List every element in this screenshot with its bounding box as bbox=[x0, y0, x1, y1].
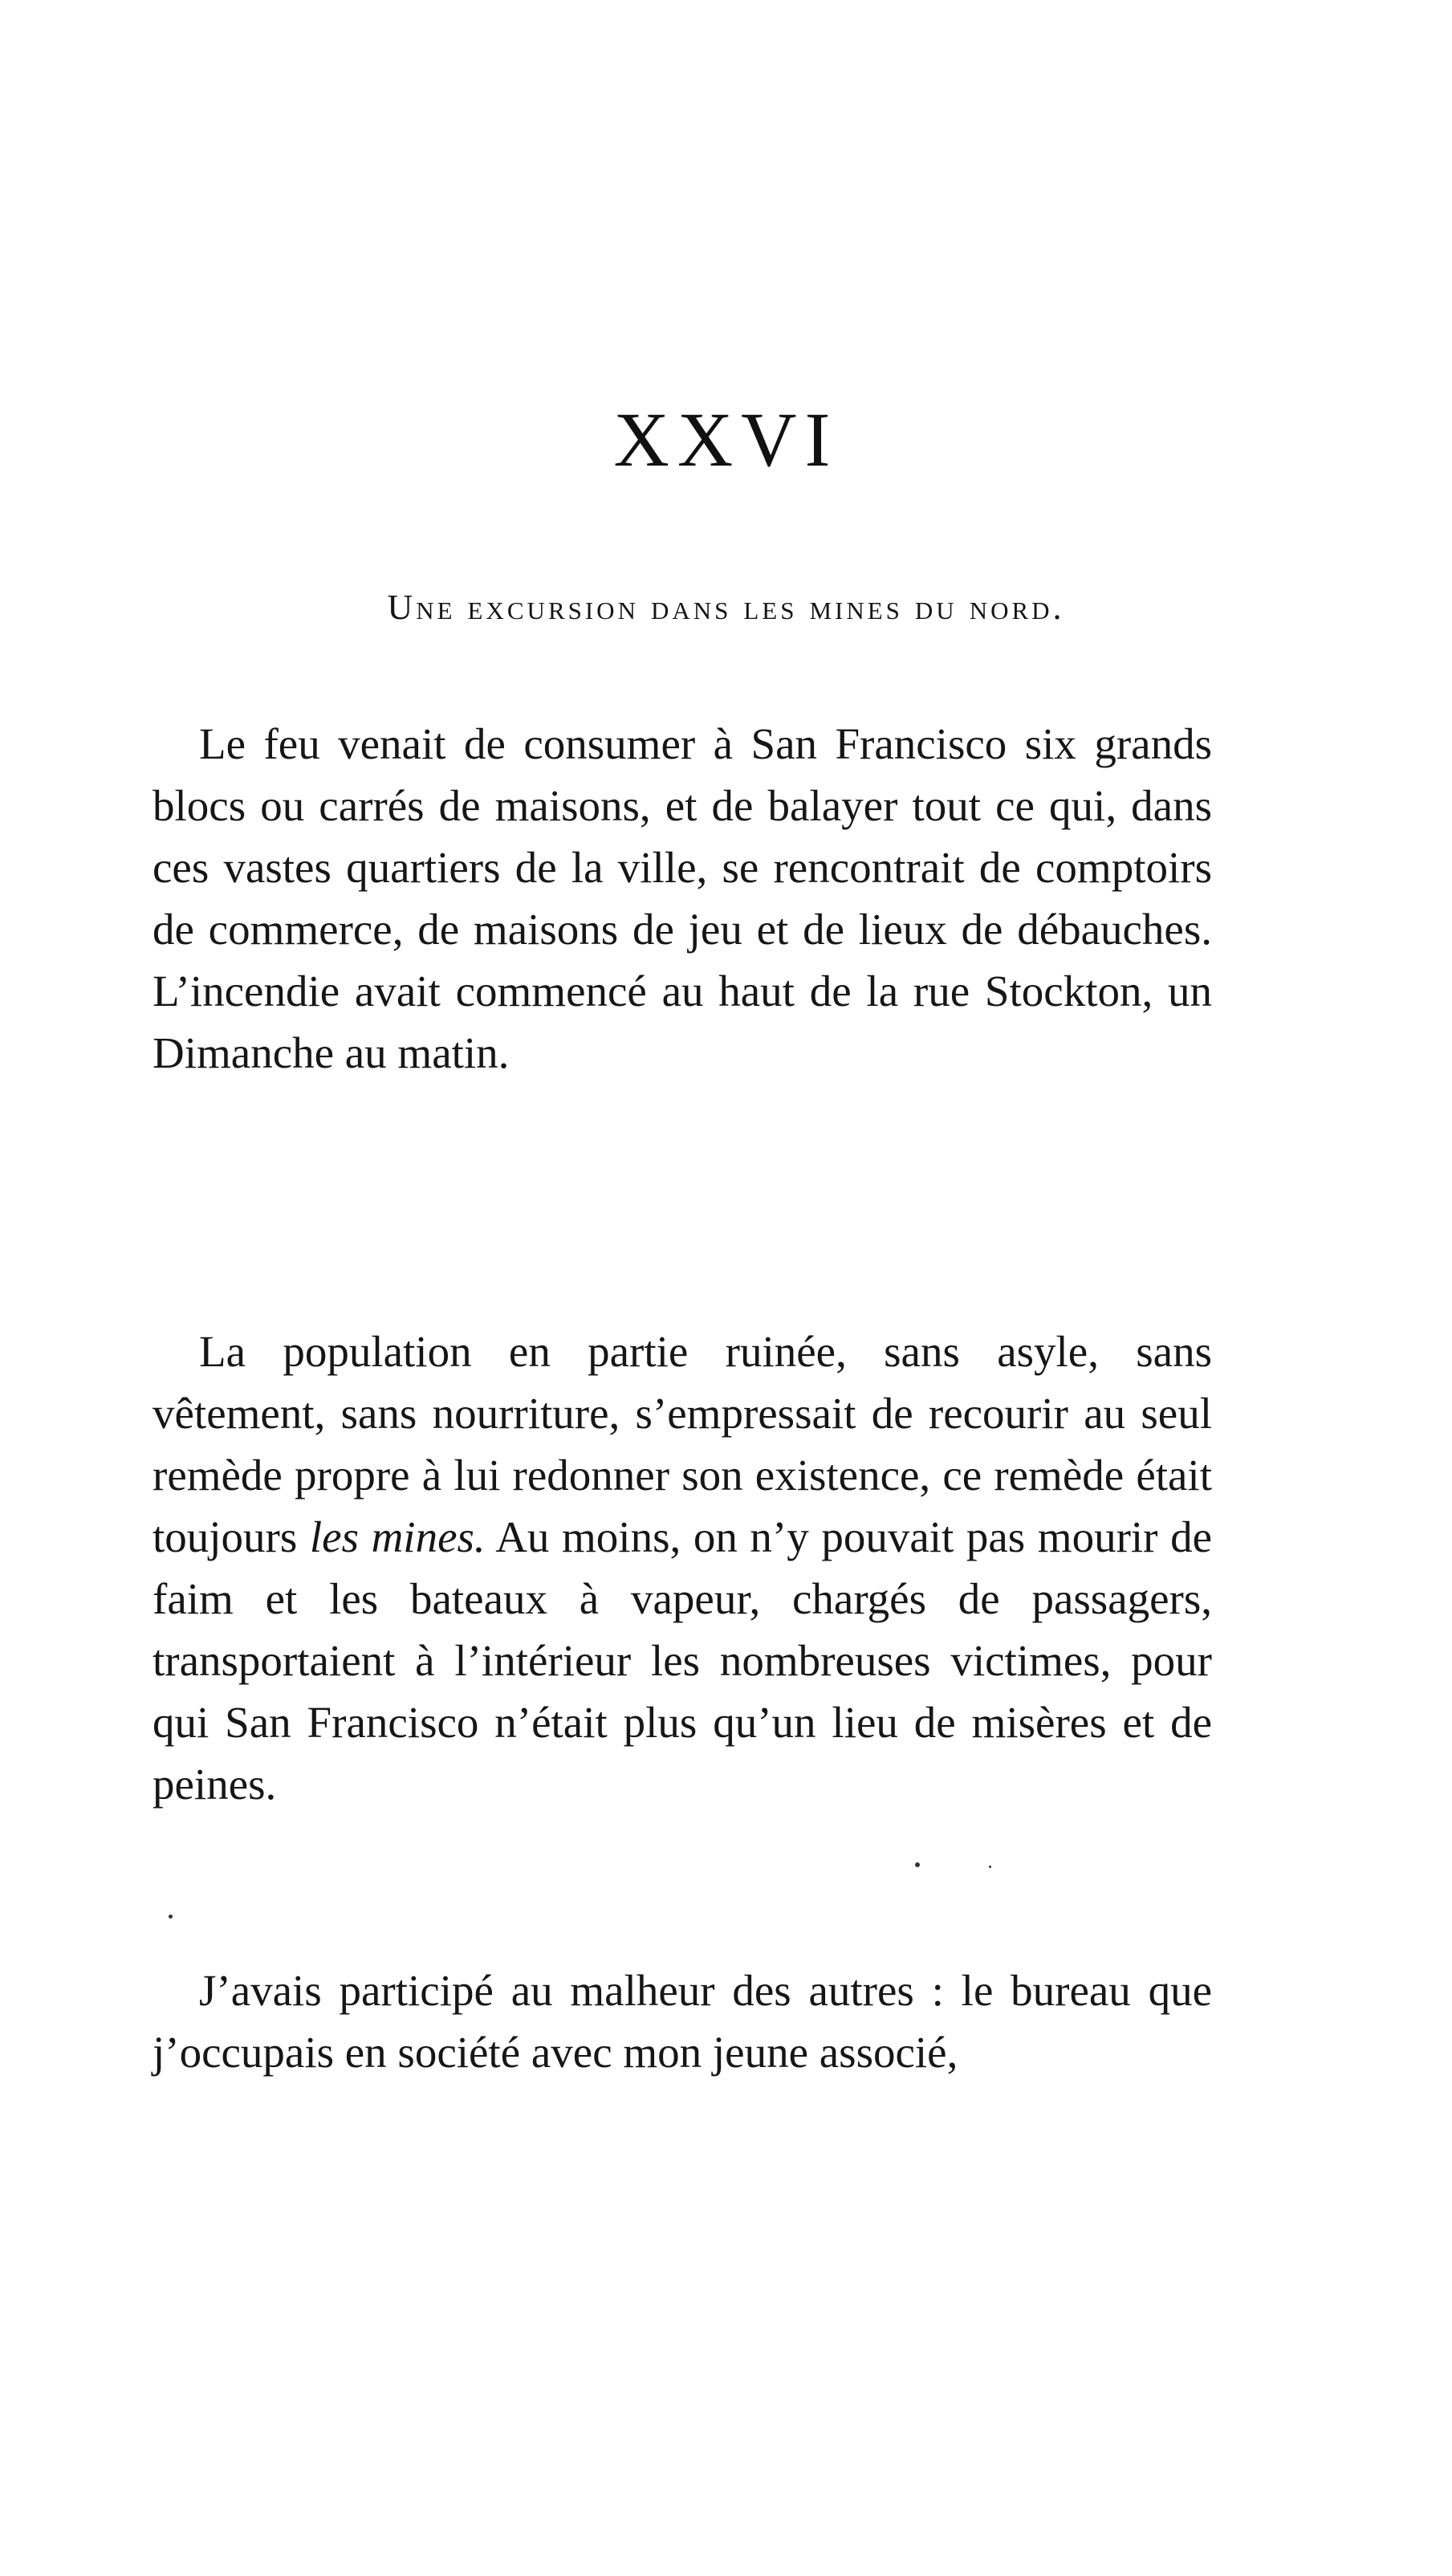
paragraph-2-text-end: Au moins, on n’y pouvait pas mourir de faim et les bateaux à vapeur, chargés de passagers, transportaient à l’intérieur les nombreuses victimes, pour qui San Francisco n’était plus qu’un lieu de misères et de peines. bbox=[153, 1512, 1212, 1809]
paragraph-1: Le feu venait de consumer à San Francisco six grands blocs ou carrés de maisons, et de balayer tout ce qui, dans ces vastes quartiers de la ville, se rencontrait de comptoirs de commerce, de maisons de jeu et de lieux de débauches. L’incendie avait commencé au haut de la rue Stockton, un Dimanche au matin. bbox=[153, 719, 1212, 1077]
ink-speck bbox=[989, 1866, 991, 1868]
paragraph-2-text-start: La population en partie ruinée, sans asyle, sans vêtement, sans nourriture, s’empressait de recourir au seul remède propre à lui redonner son existence, ce remède était toujours bbox=[153, 1327, 1212, 1561]
paragraph-2 bbox=[153, 1321, 1212, 1815]
italic-phrase-les-mines: les mines. bbox=[309, 1512, 486, 1561]
chapter-title: Une excursion dans les mines du nord. bbox=[387, 588, 1065, 627]
ink-speck bbox=[915, 1862, 920, 1867]
chapter-number: XXVI bbox=[613, 397, 839, 482]
ink-speck bbox=[169, 1915, 173, 1919]
paragraph-3: J’avais participé au malheur des autres : le bureau que j’occupais en société avec mon jeune associé, bbox=[153, 1966, 1212, 2077]
